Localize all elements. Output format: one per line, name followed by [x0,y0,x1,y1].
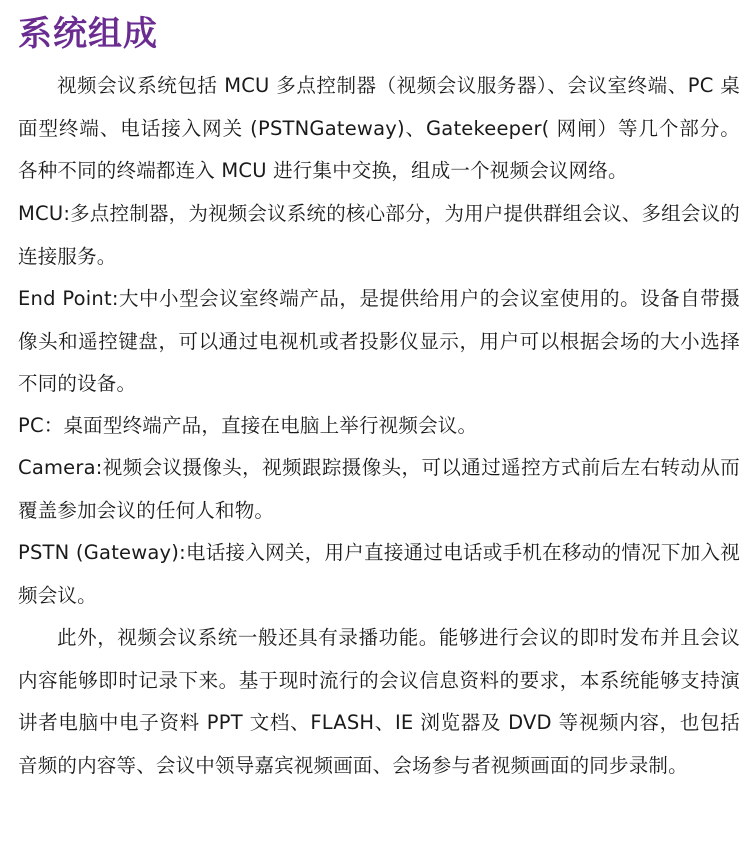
section-title: 系统组成 [18,14,158,54]
mcu-paragraph [18,193,740,278]
pstn-term: PSTN (Gateway): [18,541,186,564]
endpoint-paragraph [18,278,740,406]
recording-paragraph: 此外，视频会议系统一般还具有录播功能。能够进行会议的即时发布并且会议内容能够即时记录下来。基于现时流行的会议信息资料的要求，本系统能够支持演讲者电脑中电子资料 PPT 文档、FLASH、IE 浏览器及 DVD 等视频内容，也包括音频的内容等、会议中领导嘉宾视频画面、会场参与者视频画面的同步录制。 [18,626,740,777]
pstn-paragraph [18,532,740,617]
pc-term: PC： [18,414,64,437]
pc-description: 桌面型终端产品，直接在电脑上举行视频会议。 [63,414,478,437]
pstn-description: 电话接入网关，用户直接通过电话或手机在移动的情况下加入视频会议。 [18,541,740,607]
intro-paragraph: 视频会议系统包括 MCU 多点控制器（视频会议服务器）、会议室终端、PC 桌面型终端、电话接入网关 (PSTNGateway)、Gatekeeper( 网闸）等几个部分。各种不同的终端都连入 MCU 进行集中交换，组成一个视频会议网络。 [18,74,740,182]
mcu-term: MCU: [18,202,71,225]
pc-paragraph [18,405,740,448]
camera-description: 视频会议摄像头，视频跟踪摄像头，可以通过遥控方式前后左右转动从而覆盖参加会议的任何人和物。 [18,456,740,522]
endpoint-term: End Point: [18,287,119,310]
mcu-description: 多点控制器，为视频会议系统的核心部分，为用户提供群组会议、多组会议的连接服务。 [18,202,740,268]
camera-paragraph [18,447,740,532]
camera-term: Camera: [18,456,103,479]
endpoint-description: 大中小型会议室终端产品，是提供给用户的会议室使用的。设备自带摄像头和遥控键盘，可以通过电视机或者投影仪显示，用户可以根据会场的大小选择不同的设备。 [18,287,740,395]
